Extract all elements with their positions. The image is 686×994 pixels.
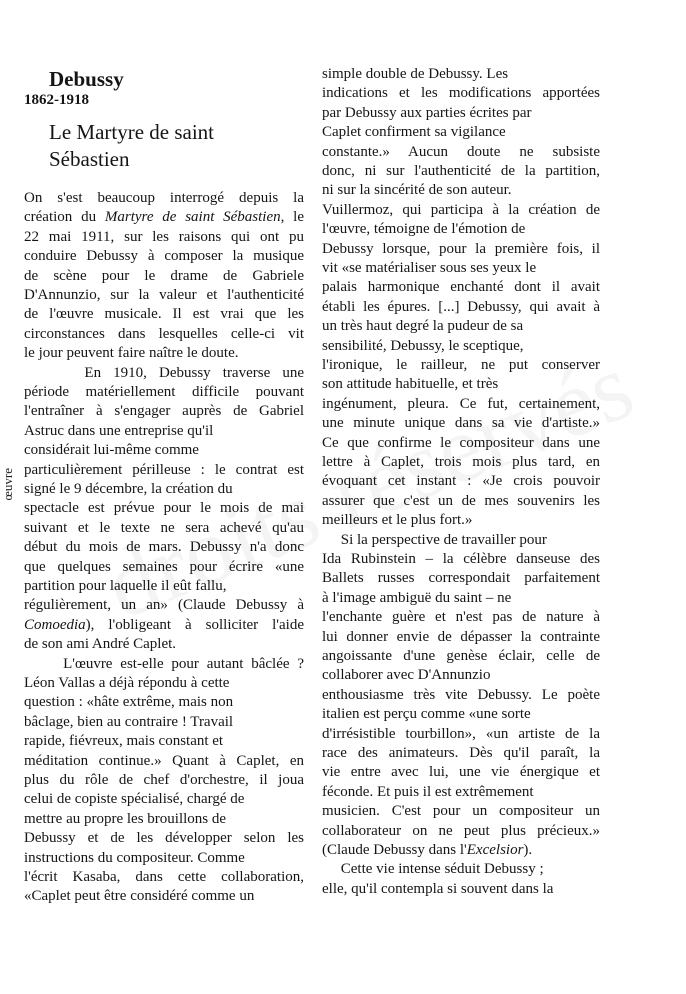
text-line: lettre à Caplet, trois mois plus tard, en [322, 454, 600, 470]
text-line: d'irrésistible tourbillon», «un artiste de la [322, 725, 600, 742]
work-title-line-2: Sébastien [49, 147, 130, 171]
text-line: angoissante d'une genèse éclair, celle de [322, 648, 600, 664]
text-line: Léon Vallas a déjà répondu à cette [24, 675, 230, 691]
text-line: création du Martyre de saint Sébastien, le [24, 209, 304, 226]
text-line: celui de copiste spécialisé, chargé de [24, 791, 245, 808]
text-line: On s'est beaucoup interrogé depuis la [24, 190, 304, 206]
text-line: régulièrement, un an» (Claude Debussy à [24, 597, 304, 614]
text-line: établi les épures. [...] Debussy, qui avait à [322, 298, 600, 315]
text-line: meilleurs et le plus fort.» [322, 512, 473, 529]
text-line: le jour peuvent faire naître le doute. [24, 345, 239, 362]
text-line: mettre au propre les brouillons de [24, 810, 227, 827]
text-line: l'écrit Kasaba, dans cette collaboration, [24, 869, 304, 885]
text-line: partition pour laquelle il eût fallu, [24, 578, 227, 594]
text-line: palais harmonique enchanté dont il avait [322, 279, 600, 296]
text-line: vit «se matérialiser sous ses yeux le [322, 260, 537, 276]
text-line: l'entraîner à s'engager auprès de Gabriel [24, 403, 304, 420]
text-line: Si la perspective de travailler pour [322, 531, 547, 548]
text-line: En 1910, Debussy traverse une [24, 364, 304, 381]
text-line: Ce que confirme le compositeur dans une [322, 434, 600, 451]
text-line: Comoedia), l'obligeant à solliciter l'aide [24, 616, 304, 633]
composer-name: Debussy [49, 67, 124, 91]
text-line: considérait lui-même comme [24, 442, 199, 459]
text-line: l'enchante guère et n'est pas de nature à [322, 609, 600, 626]
text-line: Vuillermoz, qui participa à la création de [322, 201, 600, 218]
text-line: à l'image ambiguë du saint – ne [322, 589, 512, 606]
text-line: collaborateur on ne peut plus précieux.» [322, 822, 600, 839]
text-line: vie entre avec lui, une vie énergique et [322, 764, 600, 781]
text-line: par Debussy aux parties écrites par [322, 104, 532, 121]
text-line: l'œuvre, témoigne de l'émotion de [322, 221, 526, 238]
text-line: «Caplet peut être considéré comme un [24, 888, 255, 905]
work-title [49, 119, 289, 173]
text-line: L'œuvre est-elle pour autant bâclée ? [24, 655, 304, 672]
text-line: l'ironique, le railleur, ne put conserver [322, 357, 600, 373]
text-line: collaborer avec D'Annunzio [322, 667, 491, 684]
text-line: spectacle est prévue pour le mois de mai [24, 500, 304, 517]
text-line: début du mois de mars. Debussy n'a donc [24, 539, 304, 556]
text-line: conduire Debussy à composer la musique [24, 248, 304, 265]
text-line: donc, ni sur l'authenticité de la partition, [322, 163, 600, 179]
text-line: ni sur la sincérité de son auteur. [322, 182, 512, 199]
text-line: constante.» Aucun doute ne subsiste [322, 143, 600, 160]
text-line: Debussy et de les développer selon les [24, 830, 304, 847]
text-line: une minute unique dans sa vie d'artiste.» [322, 415, 600, 432]
text-line: un très haut degré la pudeur de sa [322, 318, 524, 335]
text-line: Caplet confirment sa vigilance [322, 124, 506, 141]
text-line: lui donner envie de dépasser la contrainte [322, 628, 600, 645]
text-line: de l'œuvre musicale. Il est vrai que les [24, 306, 304, 323]
text-line: ingénument, pleura. Ce fut, certainement, [322, 395, 600, 412]
text-line: que quelques semaines pour écrire «une [24, 558, 304, 575]
text-line: enthousiasme très vite Debussy. Le poète [322, 686, 600, 703]
text-line: Astruc dans une entreprise qu'il [24, 422, 214, 439]
text-line: féconde. Et puis il est extrêmement [322, 783, 534, 800]
text-line: méditation continue.» Quant à Caplet, en [24, 752, 304, 769]
text-line: Debussy lorsque, pour la première fois, il [322, 240, 600, 257]
text-line: simple double de Debussy. Les [322, 66, 509, 82]
text-line: suivant et le texte ne sera achevé qu'au [24, 519, 304, 536]
text-line: évoquant cet instant : «Je crois pouvoir [322, 473, 600, 490]
text-line: Cette vie intense séduit Debussy ; [322, 861, 544, 878]
text-line: rapide, fiévreux, mais constant et [24, 733, 224, 750]
text-line: particulièrement périlleuse : le contrat est [24, 461, 304, 478]
text-line: D'Annunzio, sur la valeur et l'authenticité [24, 287, 304, 303]
text-line: Ballets russes correspondait parfaitement [322, 570, 600, 587]
margin-mark: œuvre [0, 468, 15, 501]
text-line: plus du rôle de chef d'orchestre, il joua [24, 772, 304, 788]
text-line: période matériellement difficile pouvant [24, 384, 304, 400]
text-line: bâclage, bien au contraire ! Travail [24, 713, 234, 730]
text-line: Ida Rubinstein – la célèbre danseuse des [322, 551, 600, 567]
text-line: indications et les modifications apportées [322, 85, 600, 102]
text-line: italien est perçu comme «une sorte [322, 706, 531, 723]
text-line: son attitude habituelle, et très [322, 376, 499, 393]
text-line: assurer que c'est un de mes souvenirs les [322, 492, 600, 509]
text-line: signé le 9 décembre, la création du [24, 481, 233, 497]
text-line: (Claude Debussy dans l'Excelsior). [322, 842, 533, 858]
text-line: question : «hâte extrême, mais non [24, 694, 234, 711]
text-line: elle, qu'il contempla si souvent dans la [322, 880, 554, 897]
text-line: 22 mai 1911, sur les raisons qui ont pu [24, 228, 304, 245]
text-line: de son ami André Caplet. [24, 636, 177, 653]
composer-dates: 1862-1918 [24, 92, 89, 108]
text-line: circonstances dans lesquelles celle-ci vit [24, 325, 304, 342]
text-line: race des animateurs. Dès qu'il paraît, la [322, 745, 600, 761]
work-title-line-1: Le Martyre de saint [49, 120, 215, 144]
text-line: sensibilité, Debussy, le sceptique, [322, 337, 524, 354]
text-line: de scène pour le drame de Gabriele [24, 267, 304, 284]
text-line: musicien. C'est pour un compositeur un [322, 803, 600, 820]
text-line: instructions du compositeur. Comme [24, 849, 245, 866]
